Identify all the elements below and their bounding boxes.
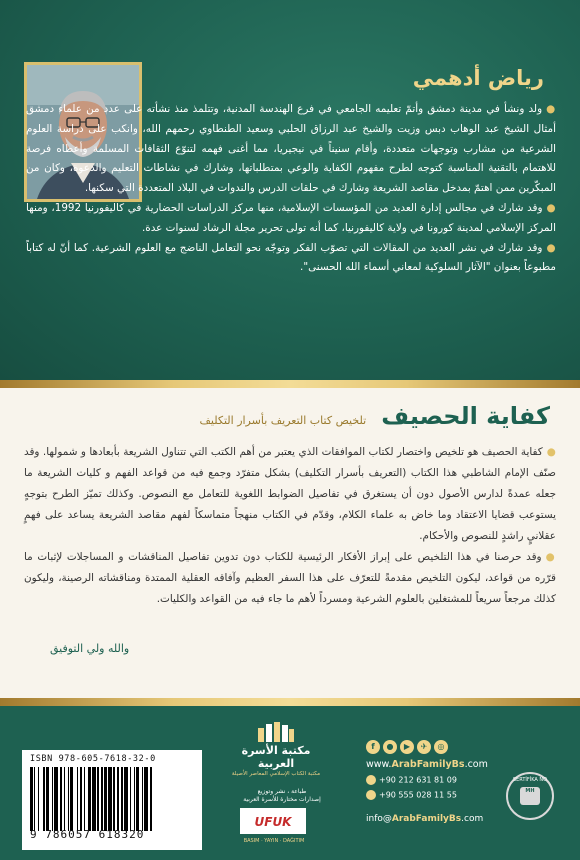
book-summary-section	[0, 388, 580, 698]
books-icon	[256, 722, 296, 742]
bullet-icon: ●	[546, 241, 556, 254]
author-section	[0, 0, 580, 380]
isbn-label: ISBN 978-605-7618-32-0	[30, 754, 156, 764]
youtube-icon[interactable]: ▶	[400, 740, 414, 754]
book-title: كفاية الحصيف	[381, 402, 550, 430]
barcode-stripe	[152, 767, 153, 831]
certificate-badge: SERTİFİKA NO MH	[506, 772, 554, 820]
contact-info	[366, 740, 496, 824]
author-bio-paragraph: ●وقد شارك في نشر العديد من المقالات التي تصوّب الفكر وتوجّه نحو التعامل الناضج مع العلوم الشرعية. كما أنّ له كتاباً مطبوعاً بعنوان "الآثار السلوكية لمعاني أسماء الله الحسنى".	[26, 241, 556, 274]
author-bio	[26, 100, 556, 278]
author-bio-paragraph: ●وقد شارك في مجالس إدارة العديد من المؤسسات الإسلامية، منها مركز الدراسات الحضارية في كاليفورنيا 1992، ومنها المركز الإسلامي لمدينة كورونا في ولاية كاليفورنيا، كما أنه تولى تحرير مجلة الرشاد لسنوات عدة.	[26, 201, 556, 234]
website-link[interactable]: www.ArabFamilyBs.com	[366, 759, 488, 770]
facebook-icon[interactable]: f	[366, 740, 380, 754]
bullet-icon: ●	[545, 551, 556, 563]
closing-phrase: والله ولي التوفيق	[50, 642, 130, 655]
author-bio-paragraph: ●ولد ونشأ في مدينة دمشق وأتمّ تعليمه الجامعي في فرع الهندسة المدنية، وتتلمذ منذ نشأته على عدد من علماء دمشق أمثال الشيخ عبد الوهاب دبس وزيت والشيخ عبد الرزاق الحلبي وسعيد الطنطاوي رحمهم الله، وانكب على دراسة العلوم الشرعية من مشارب وتوجهات متعددة، وأقام سنيناً في نيجيريا، مما أغنى فهمه لتنوّع الثقافات المسلمة وأعطاه فرصة للاهتمام بالتقنية المناسبة كتوجه لطرح مفهوم الكفاية والوعي بمتطلباتها، وشارك في نشاطات التعليم والدعوة، وكان من المبكّرين ممن اهتمّ بمدخل مقاصد الشريعة وشارك في حلقات الدرس والندوات في البلاد المتعددة التي سكنها.	[26, 103, 556, 195]
ufuk-logo: UFUK	[240, 808, 306, 834]
publisher-logo	[224, 722, 328, 777]
publisher-tagline: مكتبة الكتاب الإسلامي المعاصر الأصيلة	[231, 771, 321, 777]
bullet-icon: ●	[546, 201, 556, 214]
social-icons	[366, 740, 496, 754]
whatsapp-icon	[366, 790, 376, 800]
back-cover-footer	[0, 708, 580, 860]
book-title-row	[200, 402, 550, 430]
publisher-name: مكتبة الأسرة العربية	[241, 744, 311, 770]
middle-gold-bar-bottom	[0, 698, 580, 706]
author-name: رياض أدهمي	[412, 66, 544, 90]
isbn-barcode	[22, 750, 202, 850]
summary-paragraph: ●كفاية الحصيف هو تلخيص واختصار لكتاب الموافقات الذي يعتبر من أهم الكتب التي تتناول الشريعة بأبعادها و شمولها. وقد صنّف الإمام الشاطبي هذا الكتاب (التعريف بأسرار التكليف) بشكل متفرّد وجمع فيه من قواعد الفهم و كليات الشريعة ما جعله عمدةً لدارس الأصول دون أن يستغرق في تفاصيل الضوابط اللغوية للتعامل مع النصوص. وكذلك تميّز الطرح بتوجهٍ يستوعب قضايا الاعتقاد وما خاض به علماء الكلام، وقدّم في الكتاب منهجاً متماسكاً لفهم مقاصد الشريعة يساعد على فهمٍ عقلانيٍ راشدٍ للنصوص والأحكام.	[24, 446, 556, 542]
phone-icon	[366, 775, 376, 785]
bullet-icon: ●	[546, 103, 556, 115]
ufuk-subtitle: BASIM · YAYIN · DAĞITIM	[243, 838, 305, 844]
barcode-image	[30, 767, 194, 831]
phone-1[interactable]: +90 212 631 81 09	[366, 775, 496, 785]
middle-gold-bar-top	[0, 380, 580, 388]
email-link[interactable]: info@ArabFamilyBs.com	[366, 814, 484, 824]
phone-2[interactable]: +90 555 028 11 55	[366, 790, 496, 800]
certificate-icon: MH	[520, 787, 540, 805]
summary-paragraph: ●وقد حرصنا في هذا التلخيص على إبراز الأفكار الرئيسية للكتاب دون تدوين تفاصيل المناقشات و المساجلات لإثبات ما قرّره من قواعد، ليكون التلخيص مقدمةً للتعرّف على هذا السفر العظيم وآفاقه العقلية الممتدة ومناقشاته الرصينة، وليكون كذلك مرجعاً سريعاً للمشتغلين بالعلوم الشرعية ومسرداً لأهم ما جاء فيه من القواعد والكليات.	[24, 551, 556, 605]
bullet-icon: ●	[546, 446, 556, 458]
telegram-icon[interactable]: ✈	[417, 740, 431, 754]
whatsapp-icon[interactable]: ●	[383, 740, 397, 754]
instagram-icon[interactable]: ◎	[434, 740, 448, 754]
isbn-digits: 9 786057 618320	[30, 828, 145, 841]
distribution-label: طباعة ، نشر وتوزيع إصدارات مختارة للأسرة العربية	[243, 788, 321, 803]
book-summary	[24, 442, 556, 610]
book-subtitle: تلخيص كتاب التعريف بأسرار التكليف	[199, 414, 367, 427]
